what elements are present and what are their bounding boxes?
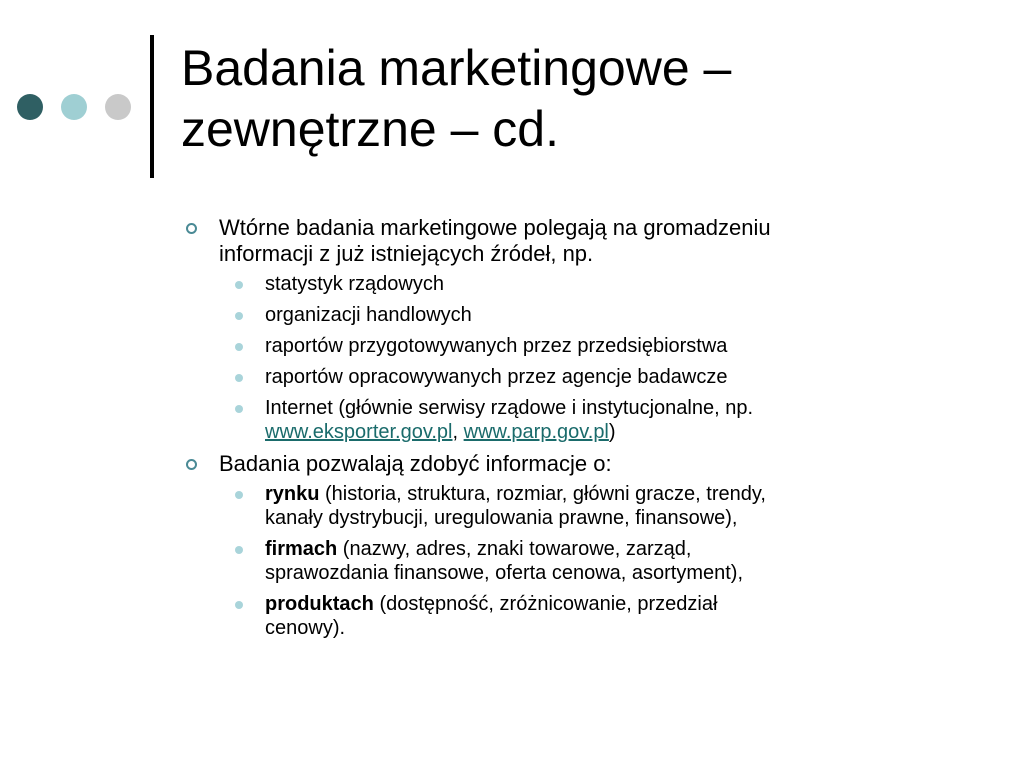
- dot-dark-icon: [17, 94, 43, 120]
- bullet-information-scope: [186, 451, 926, 477]
- list-item-text: organizacji handlowych: [265, 304, 472, 326]
- disc-bullet-icon: [235, 491, 243, 499]
- list-item: [186, 365, 926, 389]
- list-item-products: [186, 592, 926, 640]
- bullet-text-line-1: Wtórne badania marketingowe polegają na gromadzeniu: [219, 215, 771, 240]
- information-list: [186, 482, 926, 640]
- term-bold: produktach: [265, 593, 374, 615]
- list-item-text: Internet (głównie serwisy rządowe i instytucjonalne, np.: [265, 397, 754, 419]
- bullet-text: Badania pozwalają zdobyć informacje o:: [219, 451, 612, 476]
- title-divider: [150, 35, 154, 178]
- dot-mid-icon: [61, 94, 87, 120]
- term-description-line-2: sprawozdania finansowe, oferta cenowa, asortyment),: [265, 562, 744, 584]
- list-item-text: statystyk rządowych: [265, 273, 444, 295]
- slide-title: [181, 38, 731, 160]
- slide-body: [186, 215, 926, 647]
- list-item-internet: [186, 396, 926, 444]
- dot-light-icon: [105, 94, 131, 120]
- disc-bullet-icon: [235, 405, 243, 413]
- list-item-companies: [186, 537, 926, 585]
- term-bold: rynku: [265, 483, 320, 505]
- term-description-line-1: (historia, struktura, rozmiar, główni gracze, trendy,: [319, 483, 766, 505]
- ring-bullet-icon: [186, 223, 197, 234]
- term-description-line-1: (dostępność, zróżnicowanie, przedział: [373, 593, 718, 615]
- link-eksporter[interactable]: www.eksporter.gov.pl: [265, 421, 453, 443]
- disc-bullet-icon: [235, 343, 243, 351]
- term-description-line-2: kanały dystrybucji, uregulowania prawne, finansowe),: [265, 507, 738, 529]
- link-separator: ,: [452, 421, 464, 443]
- title-line-2: zewnętrzne – cd.: [181, 101, 559, 157]
- disc-bullet-icon: [235, 546, 243, 554]
- link-parp[interactable]: www.parp.gov.pl: [463, 421, 609, 443]
- list-item: [186, 272, 926, 296]
- disc-bullet-icon: [235, 281, 243, 289]
- term-description-line-2: cenowy).: [265, 617, 346, 639]
- disc-bullet-icon: [235, 312, 243, 320]
- term-bold: firmach: [265, 538, 338, 560]
- title-line-1: Badania marketingowe –: [181, 40, 732, 96]
- list-item-text: raportów opracowywanych przez agencje badawcze: [265, 366, 728, 388]
- list-item-market: [186, 482, 926, 530]
- disc-bullet-icon: [235, 374, 243, 382]
- bullet-text-line-2: informacji z już istniejących źródeł, np.: [219, 241, 594, 266]
- list-item: [186, 334, 926, 358]
- list-item: [186, 303, 926, 327]
- bullet-secondary-research: [186, 215, 926, 267]
- ring-bullet-icon: [186, 459, 197, 470]
- sources-list: [186, 272, 926, 444]
- decor-dots: [17, 94, 137, 120]
- list-item-text: raportów przygotowywanych przez przedsiębiorstwa: [265, 335, 728, 357]
- disc-bullet-icon: [235, 601, 243, 609]
- term-description-line-1: (nazwy, adres, znaki towarowe, zarząd,: [337, 538, 692, 560]
- closing-paren: ): [608, 421, 616, 443]
